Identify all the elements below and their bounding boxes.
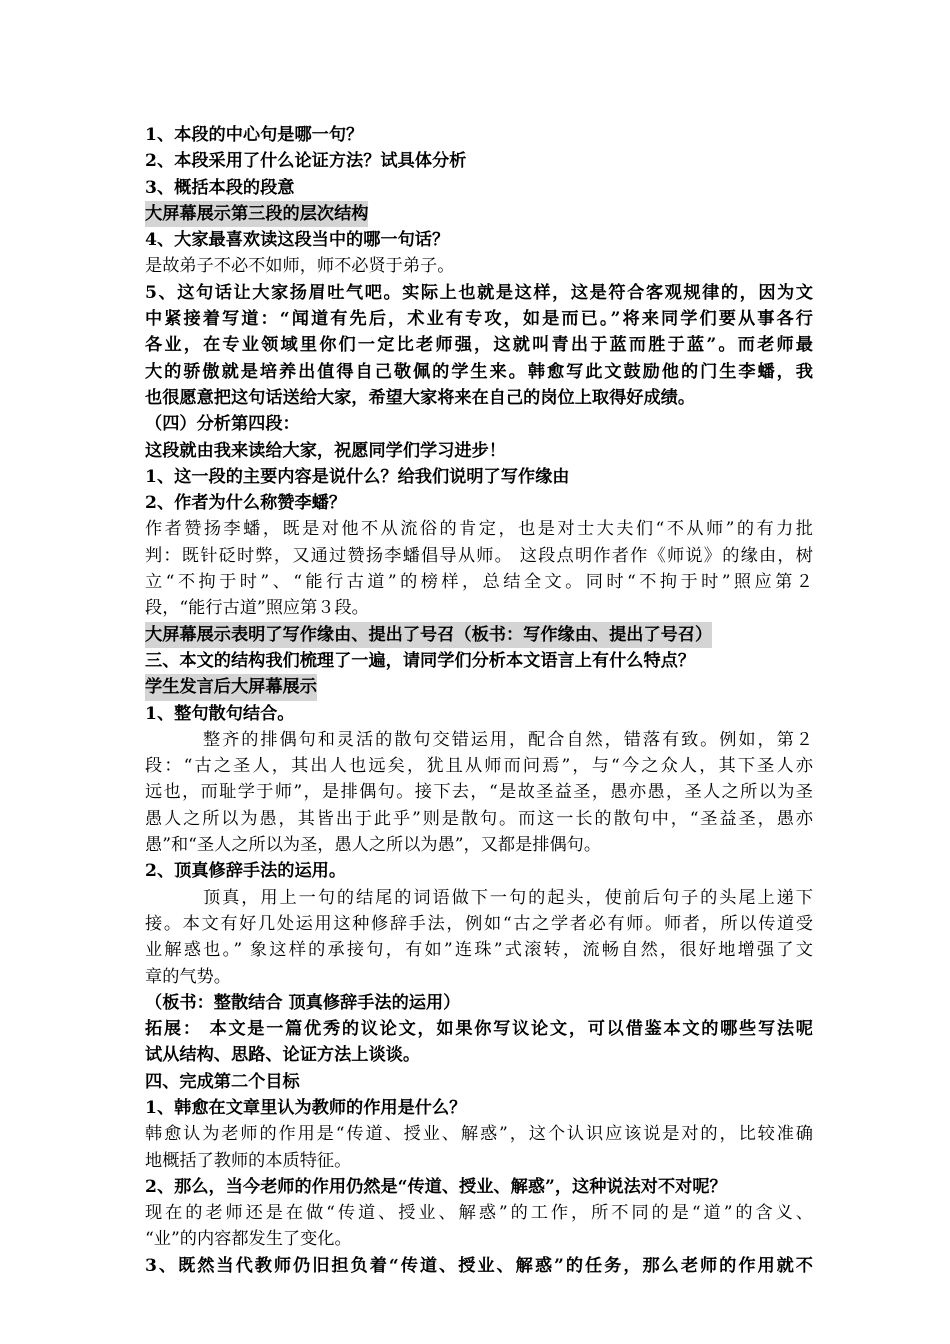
answer-line: 是故弟子不必不如师，师不必贤于弟子。 bbox=[145, 256, 455, 277]
highlighted-heading: 学生发言后大屏幕展示 bbox=[145, 674, 317, 700]
answer-line: 韩愈认为老师的作用是“传道、授业、解惑”，这个认识应该说是对的，比较准确 bbox=[145, 1124, 813, 1145]
answer-line: 愚”和“圣人之所以为圣，愚人之所以为愚”，又都是排偶句。 bbox=[145, 835, 602, 856]
highlighted-heading: 大屏幕展示表明了写作缘由、提出了号召（板书：写作缘由、提出了号召） bbox=[145, 622, 712, 648]
answer-line: 立“不拘于时”、“能行古道”的榜样，总结全文。同时“不拘于时”照应第２ bbox=[145, 572, 813, 593]
paragraph-line: 5、这句话让大家扬眉吐气吧。实际上也就是这样，这是符合客观规律的，因为文 bbox=[145, 282, 813, 303]
answer-line: 现在的老师还是在做“传道、授业、解惑”的工作，所不同的是“道”的含义、 bbox=[145, 1203, 813, 1224]
paragraph-line: 也很愿意把这句话送给大家，希望大家将来在自己的岗位上取得好成绩。 bbox=[145, 387, 696, 408]
answer-line: 段：“古之圣人，其出人也远矣，犹且从师而问焉”，与“今之众人，其下圣人亦 bbox=[145, 756, 813, 777]
answer-line: 接。本文有好几处运用这种修辞手法，例如“古之学者必有师。师者，所以传道受 bbox=[145, 913, 813, 934]
answer-line: 作者赞扬李蟠，既是对他不从流俗的肯定，也是对士大夫们“不从师”的有力批 bbox=[145, 519, 813, 540]
answer-line: 整齐的排偶句和灵活的散句交错运用，配合自然，错落有致。例如，第２ bbox=[203, 729, 813, 750]
answer-line: 顶真，用上一句的结尾的词语做下一句的起头，使前后句子的头尾上递下 bbox=[203, 887, 813, 908]
answer-line: 段，“能行古道”照应第３段。 bbox=[145, 598, 369, 619]
answer-line: 章的气势。 bbox=[145, 966, 231, 987]
answer-line: 业解惑也。” 象这样的承接句，有如”连珠”式滚转，流畅自然，很好地增强了文 bbox=[145, 940, 813, 961]
question-line: 4、大家最喜欢读这段当中的哪一句话？ bbox=[145, 230, 450, 251]
point-heading: 2、顶真修辞手法的运用。 bbox=[145, 861, 347, 882]
question-line: 2、作者为什么称赞李蟠？ bbox=[145, 493, 347, 514]
answer-line: 判：既针砭时弊，又通过赞扬李蟠倡导从师。 这段点明作者作《师说》的缘由，树 bbox=[145, 545, 813, 566]
extension-line: 试从结构、思路、论证方法上谈谈。 bbox=[145, 1045, 421, 1066]
question-line: 1、韩愈在文章里认为教师的作用是什么？ bbox=[145, 1097, 467, 1118]
section-heading: （四）分析第四段： bbox=[145, 414, 300, 435]
section-heading: 三、本文的结构我们梳理了一遍，请同学们分析本文语言上有什么特点？ bbox=[145, 650, 696, 671]
answer-line: 地概括了教师的本质特征。 bbox=[145, 1150, 352, 1171]
extension-line: 拓展： 本文是一篇优秀的议论文，如果你写议论文，可以借鉴本文的哪些写法呢 bbox=[145, 1019, 813, 1040]
answer-line: 愚人之所以为愚，其皆出于此乎”则是散句。而这一长的散句中，“圣益圣，愚亦 bbox=[145, 808, 813, 829]
answer-line: “业”的内容都发生了变化。 bbox=[145, 1229, 352, 1250]
question-line: 3、概括本段的段意 bbox=[145, 177, 295, 198]
highlighted-heading: 大屏幕展示第三段的层次结构 bbox=[145, 201, 368, 227]
paragraph-line: 大的骄傲就是培养出值得自己敬佩的学生来。韩愈写此文鼓励他的门生李蟠，我 bbox=[145, 361, 813, 382]
point-heading: 1、整句散句结合。 bbox=[145, 703, 295, 724]
question-line: 2、本段采用了什么论证方法？试具体分析 bbox=[145, 151, 467, 172]
paragraph-line: 中紧接着写道：“闻道有先后，术业有专攻，如是而已。”将来同学们要从事各行 bbox=[145, 309, 813, 330]
board-note: （板书：整散结合 顶真修辞手法的运用） bbox=[145, 992, 461, 1013]
paragraph-line: 这段就由我来读给大家，祝愿同学们学习进步！ bbox=[145, 440, 506, 461]
question-line: 1、本段的中心句是哪一句？ bbox=[145, 125, 364, 145]
answer-line: 远也，而耻学于师”，是排偶句。接下去，“是故圣益圣，愚亦愚，圣人之所以为圣 bbox=[145, 782, 813, 803]
section-heading: 四、完成第二个目标 bbox=[145, 1071, 300, 1092]
question-line: 1、这一段的主要内容是说什么？给我们说明了写作缘由 bbox=[145, 466, 570, 487]
document-page bbox=[145, 122, 813, 1279]
question-line: 2、那么，当今老师的作用仍然是“传道、授业、解惑”，这种说法对不对呢？ bbox=[145, 1176, 727, 1197]
paragraph-line: 各业，在专业领域里你们一定比老师强，这就叫青出于蓝而胜于蓝”。而老师最 bbox=[145, 335, 813, 356]
question-line: 3、既然当代教师仍旧担负着“传道、授业、解惑”的任务，那么老师的作用就不 bbox=[145, 1255, 813, 1276]
